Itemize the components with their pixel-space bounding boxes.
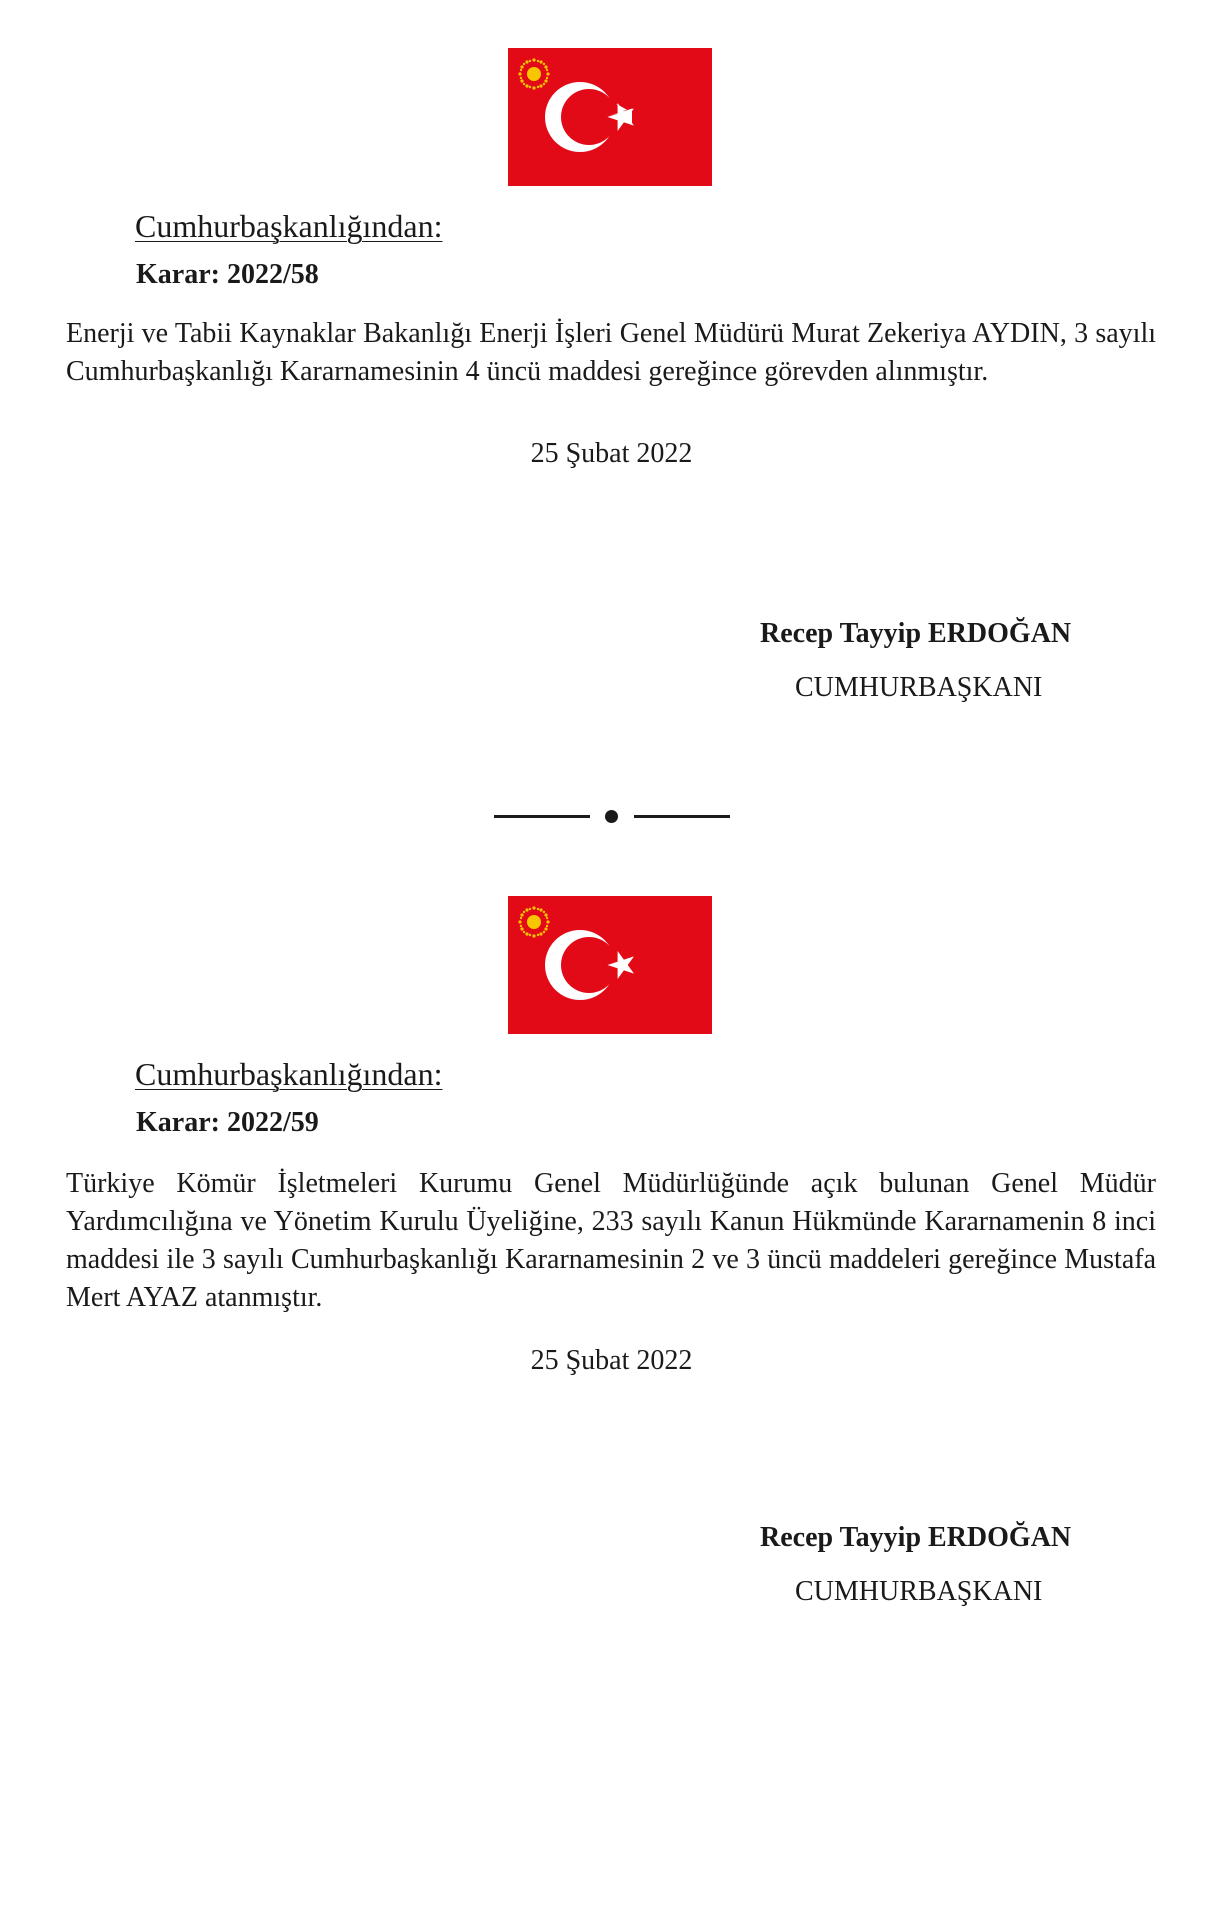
decree-body-text: Türkiye Kömür İşletmeleri Kurumu Genel Müdürlüğünde açık bulunan Genel Müdür Yardımcılığına ve Yönetim Kurulu Üyeliğine, 233 sayılı Kanun Hükmünde Kararnamenin 8 inci maddesi ile 3 sayılı Cumhurbaşkanlığı Kararnamesinin 2 ve 3 üncü maddeleri gereğince Mustafa Mert AYAZ atanmıştır. — [66, 1168, 1156, 1313]
decree-2022-58 — [0, 0, 1223, 860]
decision-number: Karar: 2022/59 — [136, 1107, 319, 1138]
turkish-presidential-flag-icon — [508, 896, 712, 1034]
decree-body-text: Enerji ve Tabii Kaynaklar Bakanlığı Enerji İşleri Genel Müdürü Murat Zekeriya AYDIN, 3 sayılı Cumhurbaşkanlığı Kararnamesinin 4 üncü maddesi gereğince görevden alınmıştır. — [66, 318, 1156, 387]
separator-line-left — [494, 815, 590, 818]
decree-date: 25 Şubat 2022 — [530, 1345, 693, 1376]
signer-name: Recep Tayyip ERDOĞAN — [760, 1522, 1072, 1553]
separator-line-right — [634, 815, 730, 818]
signer-name: Recep Tayyip ERDOĞAN — [760, 618, 1072, 649]
decree-2022-59 — [0, 848, 1223, 1708]
signer-title: CUMHURBAŞKANI — [795, 672, 1043, 703]
separator-dot — [605, 810, 618, 823]
issuer-heading: Cumhurbaşkanlığından: — [135, 208, 443, 244]
decree-date: 25 Şubat 2022 — [530, 438, 693, 469]
issuer-heading: Cumhurbaşkanlığından: — [135, 1056, 443, 1092]
signer-title: CUMHURBAŞKANI — [795, 1576, 1043, 1607]
decree-separator — [494, 806, 730, 826]
turkish-presidential-flag-icon — [508, 48, 712, 186]
decision-number: Karar: 2022/58 — [136, 259, 319, 290]
